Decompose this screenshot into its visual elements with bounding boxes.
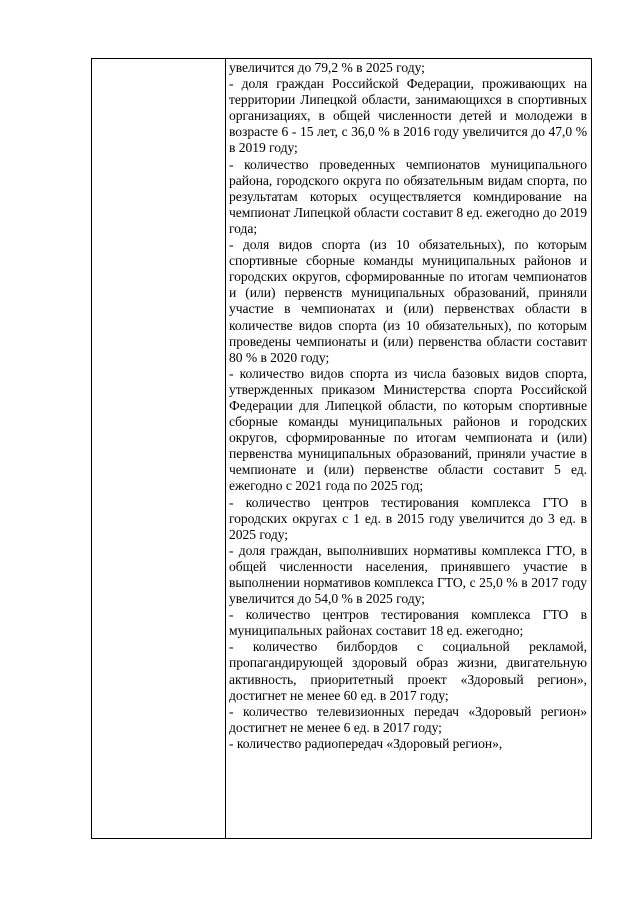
paragraph-7: - доля граждан, выполнивших нормативы комплекса ГТО, в общей численности населения, принявшего участие в выполнении нормативов комплекса ГТО, с 25,0 % в 2017 году увеличится до 54,0 % в 2025 году;: [229, 542, 587, 607]
paragraph-10: - количество телевизионных передач «Здоровый регион» достигнет не менее 6 ед. в 2017 году;: [229, 703, 587, 735]
paragraph-6: - количество центров тестирования комплекса ГТО в городских округах с 1 ед. в 2015 году увеличится до 3 ед. в 2025 году;: [229, 494, 587, 542]
paragraph-11: - количество радиопередач «Здоровый регион»,: [229, 735, 503, 751]
paragraph-9: - количество билбордов с социальной рекламой, пропагандирующей здоровый образ жизни, двигательную активность, приоритетный проект «Здоровый регион», достигнет не менее 60 ед. в 2017 году;: [229, 639, 587, 703]
paragraph-3: - количество проведенных чемпионатов муниципального района, городского округа по обязательным видам спорта, по результатам которых осуществляется комндирование на чемпионат Липецкой области составит 8 ед. ежегодно до 2019 года;: [229, 156, 587, 236]
paragraph-2: - доля граждан Российской Федерации, проживающих на территории Липецкой области, занимающихся в спортивных организациях, в общей численности детей и молодежи в возрасте 6 - 15 лет, с 36,0 % в 2016 году увеличится до 47,0 % в 2019 году;: [229, 76, 587, 156]
paragraph-8: - количество центров тестирования комплекса ГТО в муниципальных районах составит 18 ед. ежегодно;: [229, 607, 587, 639]
paragraph-5: - количество видов спорта из числа базовых видов спорта, утвержденных приказом Министерства спорта Российской Федерации для Липецкой области, по которым спортивные сборные команды муниципальных районов и городских округов, сформированные по итогам чемпионата и (или) первенства муниципальных образований, приняли участие в чемпионате и (или) первенстве области составит 5 ед. ежегодно с 2021 года по 2025 год;: [229, 365, 587, 494]
paragraph-1: увеличится до 79,2 % в 2025 году;: [229, 60, 425, 75]
table-left-cell: [92, 59, 225, 838]
paragraph-4: - доля видов спорта (из 10 обязательных), по которым спортивные сборные команды муниципальных районов и городских округов, сформированные по итогам чемпионатов и (или) первенств муниципальных образований, приняли участие в чемпионатах и (или) первенствах области в количестве видов спорта (из 10 обязательных), по которым проведены чемпионаты и (или) первенства области составит 80 % в 2020 году;: [229, 237, 587, 365]
table-right-cell: [226, 59, 590, 838]
document-table: [91, 58, 592, 839]
